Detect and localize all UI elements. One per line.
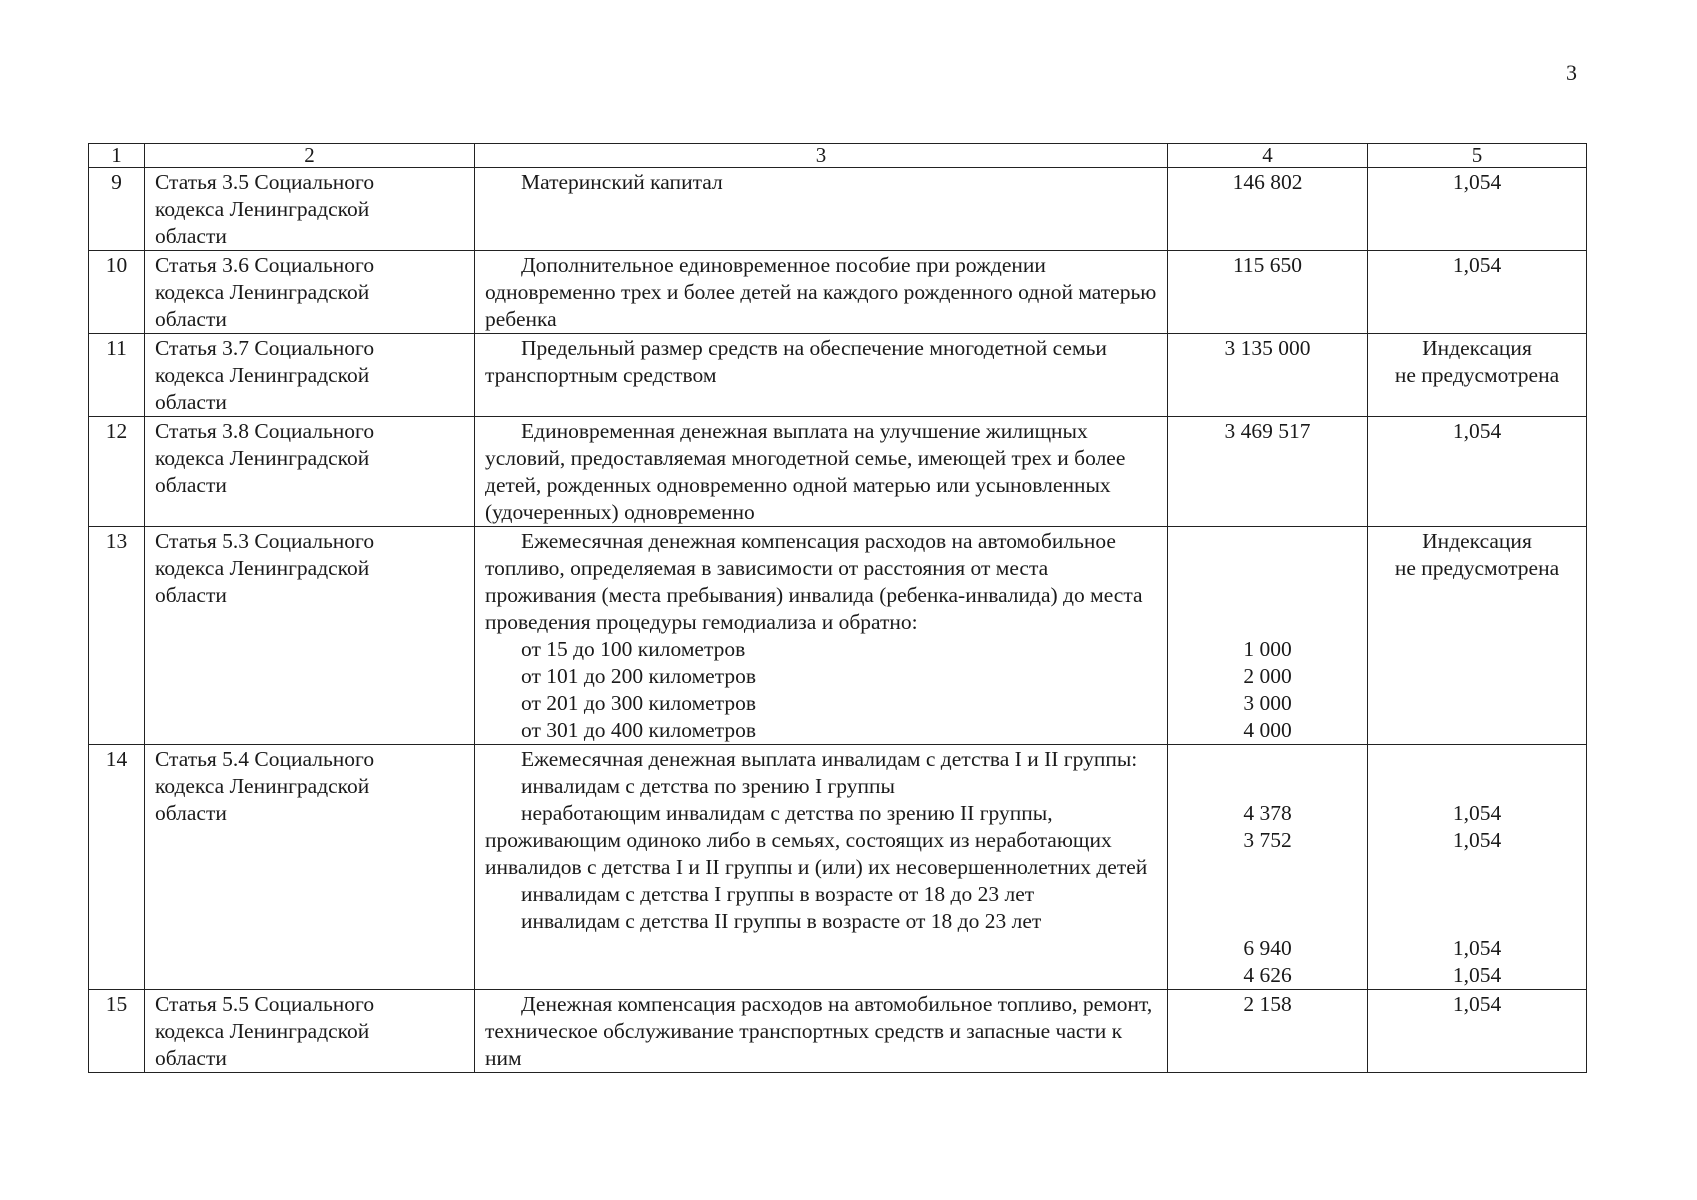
index-line: Индексация: [1422, 529, 1532, 553]
article-cell: [145, 251, 475, 334]
article-line: кодекса Ленинградской: [155, 774, 370, 798]
article-cell: [145, 745, 475, 990]
table-row: [89, 527, 1587, 745]
amount-cell: 2 158: [1168, 990, 1368, 1073]
article-cell: [145, 168, 475, 251]
amount-cell: 115 650: [1168, 251, 1368, 334]
benefit-item: неработающим инвалидам с детства по зрению II группы, проживающим одиноко либо в семьях, состоящих из неработающих инвалидов с детства I и II группы и (или) их несовершеннолетних детей: [485, 801, 1148, 879]
article-line: кодекса Ленинградской: [155, 1019, 370, 1043]
description-text: Ежемесячная денежная выплата инвалидам с детства I и II группы:: [521, 747, 1138, 771]
description-cell: [475, 990, 1168, 1073]
index-line: 1,054: [1452, 801, 1502, 825]
article-line: области: [155, 307, 227, 331]
table-row: [89, 990, 1587, 1073]
index-cell: 1,054: [1368, 417, 1587, 527]
article-line: Статья 5.3 Социального: [155, 529, 375, 553]
header-col-2: 2: [145, 144, 475, 168]
amount-cell: 146 802: [1168, 168, 1368, 251]
table-row: [89, 417, 1587, 527]
article-line: кодекса Ленинградской: [155, 280, 370, 304]
header-col-3: 3: [475, 144, 1168, 168]
amount-line: 4 000: [1243, 718, 1292, 742]
table-row: [89, 334, 1587, 417]
description-cell: [475, 334, 1168, 417]
benefits-table: [88, 143, 1587, 1073]
distance-item: от 15 до 100 километров: [521, 637, 746, 661]
article-line: Статья 3.6 Социального: [155, 253, 375, 277]
article-line: Статья 3.7 Социального: [155, 336, 375, 360]
index-cell: 1,054: [1368, 168, 1587, 251]
row-number: 14: [89, 745, 145, 990]
article-line: области: [155, 390, 227, 414]
table-row: [89, 745, 1587, 990]
index-cell: [1368, 745, 1587, 990]
benefit-item: инвалидам с детства II группы в возрасте от 18 до 23 лет: [521, 909, 1042, 933]
header-row: [89, 144, 1587, 168]
amount-cell: [1168, 527, 1368, 745]
description-cell: [475, 527, 1168, 745]
amount-line: 2 000: [1243, 664, 1292, 688]
amount-line: 1 000: [1243, 637, 1292, 661]
index-line: Индексация: [1422, 336, 1532, 360]
page-number: 3: [1566, 60, 1577, 85]
article-line: области: [155, 473, 227, 497]
article-line: Статья 5.4 Социального: [155, 747, 375, 771]
description-cell: [475, 168, 1168, 251]
row-number: 15: [89, 990, 145, 1073]
article-line: кодекса Ленинградской: [155, 446, 370, 470]
amount-line: 4 378: [1243, 801, 1292, 825]
article-line: Статья 3.5 Социального: [155, 170, 375, 194]
header-col-5: 5: [1368, 144, 1587, 168]
index-cell: 1,054: [1368, 990, 1587, 1073]
index-line: 1,054: [1452, 828, 1502, 852]
header-col-4: 4: [1168, 144, 1368, 168]
distance-item: от 201 до 300 километров: [521, 691, 757, 715]
article-line: области: [155, 1046, 227, 1070]
amount-cell: [1168, 745, 1368, 990]
article-line: Статья 5.5 Социального: [155, 992, 375, 1016]
description-text: Единовременная денежная выплата на улучшение жилищных условий, предоставляемая многодетной семье, имеющей трех и более детей, рожденных одновременно одной матерью или усыновленных (удочеренных) одновременно: [485, 419, 1126, 524]
description-text: Материнский капитал: [521, 170, 723, 194]
row-number: 12: [89, 417, 145, 527]
index-line: 1,054: [1452, 936, 1502, 960]
table-row: [89, 251, 1587, 334]
index-cell: [1368, 334, 1587, 417]
article-line: области: [155, 224, 227, 248]
description-text: Ежемесячная денежная компенсация расходов на автомобильное топливо, определяемая в зависимости от расстояния от места проживания (места пребывания) инвалида (ребенка-инвалида) до места проведения процедуры гемодиализа и обратно:: [485, 529, 1143, 634]
article-line: области: [155, 801, 227, 825]
row-number: 11: [89, 334, 145, 417]
index-line: не предусмотрена: [1394, 363, 1560, 387]
amount-line: 3 000: [1243, 691, 1292, 715]
description-text: Денежная компенсация расходов на автомобильное топливо, ремонт, техническое обслуживание транспортных средств и запасные части к ним: [485, 992, 1153, 1070]
index-line: не предусмотрена: [1394, 556, 1560, 580]
table-row: [89, 168, 1587, 251]
distance-item: от 301 до 400 километров: [521, 718, 757, 742]
article-line: кодекса Ленинградской: [155, 197, 370, 221]
row-number: 13: [89, 527, 145, 745]
article-cell: [145, 417, 475, 527]
index-cell: [1368, 527, 1587, 745]
article-line: кодекса Ленинградской: [155, 363, 370, 387]
index-cell: 1,054: [1368, 251, 1587, 334]
distance-item: от 101 до 200 километров: [521, 664, 757, 688]
amount-line: 4 626: [1243, 963, 1292, 987]
header-col-1: 1: [89, 144, 145, 168]
amount-cell: 3 469 517: [1168, 417, 1368, 527]
amount-line: 3 752: [1243, 828, 1292, 852]
amount-cell: 3 135 000: [1168, 334, 1368, 417]
description-text: Дополнительное единовременное пособие при рождении одновременно трех и более детей на каждого рожденного одной матерью ребенка: [485, 253, 1157, 331]
article-line: кодекса Ленинградской: [155, 556, 370, 580]
description-cell: [475, 251, 1168, 334]
article-line: области: [155, 583, 227, 607]
benefit-item: инвалидам с детства по зрению I группы: [521, 774, 895, 798]
index-line: 1,054: [1452, 963, 1502, 987]
description-text: Предельный размер средств на обеспечение многодетной семьи транспортным средством: [485, 336, 1107, 387]
amount-line: 6 940: [1243, 936, 1292, 960]
row-number: 9: [89, 168, 145, 251]
description-cell: [475, 745, 1168, 990]
article-cell: [145, 527, 475, 745]
row-number: 10: [89, 251, 145, 334]
article-line: Статья 3.8 Социального: [155, 419, 375, 443]
article-cell: [145, 990, 475, 1073]
description-cell: [475, 417, 1168, 527]
benefit-item: инвалидам с детства I группы в возрасте от 18 до 23 лет: [521, 882, 1035, 906]
article-cell: [145, 334, 475, 417]
